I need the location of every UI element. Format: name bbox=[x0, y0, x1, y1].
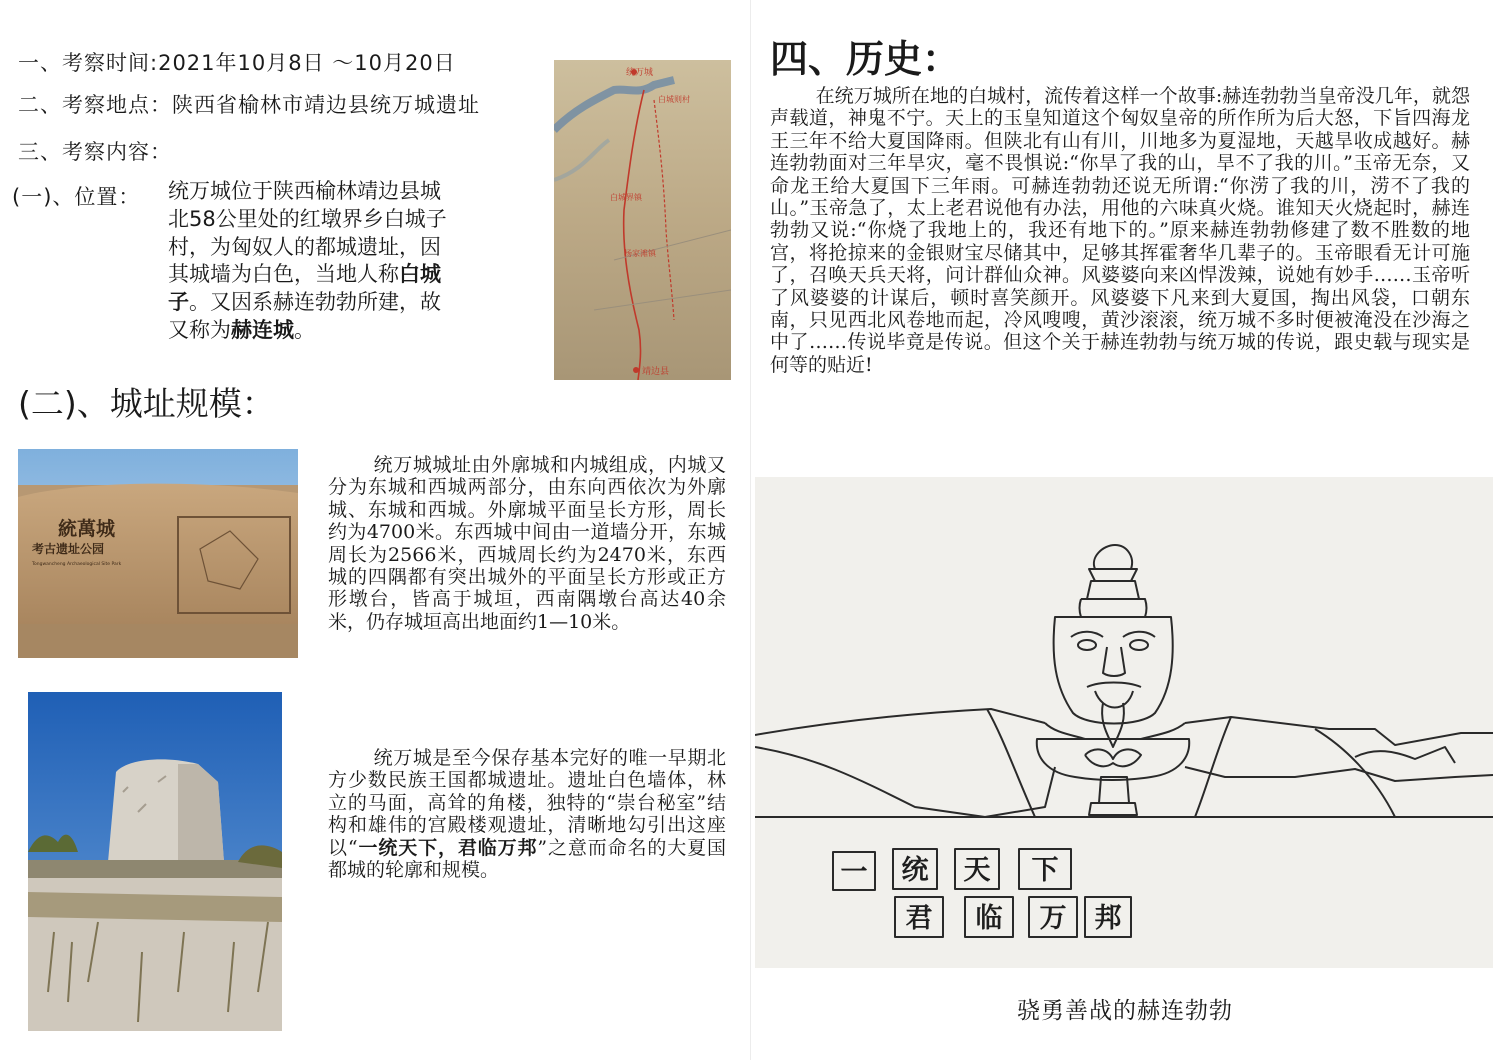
drawing-char: 下 bbox=[1031, 855, 1059, 886]
map-label-end: 靖边县 bbox=[642, 367, 670, 377]
history-heading: 四、历史： bbox=[770, 37, 961, 81]
location-label: (一)、位置： bbox=[12, 185, 141, 209]
site-sign-graphic bbox=[18, 449, 298, 658]
scale-description: 统万城城址由外廓城和内城组成，内城又分为东城和西城两部分，由东向西依次为外廓城、东城和西城。外廓城平面呈长方形，周长约为4700米。东西城中间由一道墙分开，东城周长为2566米，西城周长约为2470米，东西城的四隅都有突出城外的平面呈长方形或正方形墩台，皆高于城垣，西南隅墩台高达40余米，仍存城垣高出地面约1—10米。 bbox=[328, 454, 726, 633]
map-label-south: 杨家滩镇 bbox=[624, 249, 656, 258]
scale-heading: (二)、城址规模： bbox=[18, 384, 275, 423]
route-map bbox=[554, 60, 731, 380]
site-sign-photo bbox=[18, 449, 298, 658]
drawing-char: 万 bbox=[1039, 903, 1067, 934]
drawing-char: 一 bbox=[840, 857, 868, 888]
map-label-village: 白城则村 bbox=[658, 95, 690, 104]
drawing-char: 临 bbox=[975, 903, 1003, 934]
drawing-char: 统 bbox=[901, 855, 929, 886]
sign-title: 統萬城 bbox=[58, 518, 116, 540]
tower-photo bbox=[28, 692, 282, 1031]
history-text: 在统万城所在地的白城村，流传着这样一个故事:赫连勃勃当皇帝没几年，就怨声载道，神鬼不宁。天上的玉皇知道这个匈奴皇帝的所作所为后大怒，下旨四海龙王三年不给大夏国降雨。但陕北有山有川，川地多为夏湿地，天越旱收成越好。赫连勃勃面对三年旱灾，毫不畏惧说:“你旱了我的山，旱不了我的川。”玉帝无奈，又命龙王给大夏国下三年雨。可赫连勃勃还说无所谓:“你涝了我的川，涝不了我的山。”玉帝急了，太上老君说他有办法，用他的六味真火烧。谁知天火烧起时，赫连勃勃又说:“你烧了我地上的，我还有地下的。”原来赫连勃勃修建了数不胜数的地宫，将抢掠来的金银财宝尽储其中，足够其挥霍奢华几辈子的。玉帝眼看无计可施了，召唤天兵天将，问计群仙众神。风婆婆向来凶悍泼辣，说她有妙手……玉帝听了风婆婆的计谋后，顿时喜笑颜开。风婆婆下凡来到大夏国，掏出风袋，口朝东南，只见西北风卷地而起，冷风嗖嗖，黄沙滚滚，统万城不多时便被淹没在沙海之中了……传说毕竟是传说。但这个关于赫连勃勃与统万城的传说，跟史载与现实是何等的贴近! bbox=[770, 85, 1470, 376]
survey-place: 二、考察地点：陕西省榆林市靖边县统万城遗址 bbox=[18, 93, 480, 117]
tower-graphic bbox=[28, 692, 282, 1031]
map-label-mid: 白城界镇 bbox=[610, 193, 642, 202]
location-text: 统万城位于陕西榆林靖边县城 北58公里处的红墩界乡白城子 村，为匈奴人的都城遗址，因 其城墙为白色，当地人称白城 子。又因系赫连勃勃所建，故 又称为赫连城。 bbox=[168, 179, 447, 342]
helian-bobo-drawing bbox=[755, 477, 1493, 968]
drawing-graphic bbox=[755, 477, 1493, 968]
route-map-graphic bbox=[554, 60, 731, 380]
drawing-char: 邦 bbox=[1094, 903, 1122, 934]
survey-content-heading: 三、考察内容： bbox=[18, 140, 172, 164]
map-label-city: 统万城 bbox=[626, 68, 654, 78]
drawing-char: 天 bbox=[963, 855, 991, 886]
survey-time: 一、考察时间:2021年10月8日 ～10月20日 bbox=[18, 51, 456, 75]
sign-english: Tongwancheng Archaeological Site Park bbox=[32, 562, 122, 567]
remain-description: 统万城是至今保存基本完好的唯一早期北方少数民族王国都城遗址。遗址白色墙体，林立的马面，高耸的角楼，独特的“崇台秘室”结构和雄伟的宫殿楼观遗址，清晰地勾引出这座以“一统天下，君临万邦”之意而命名的大夏国都城的轮廓和规模。 bbox=[328, 747, 726, 882]
page-fold bbox=[750, 0, 751, 1060]
drawing-char: 君 bbox=[905, 903, 933, 934]
drawing-caption: 骁勇善战的赫连勃勃 bbox=[1017, 998, 1233, 1024]
sign-subtitle: 考古遗址公园 bbox=[32, 542, 105, 556]
